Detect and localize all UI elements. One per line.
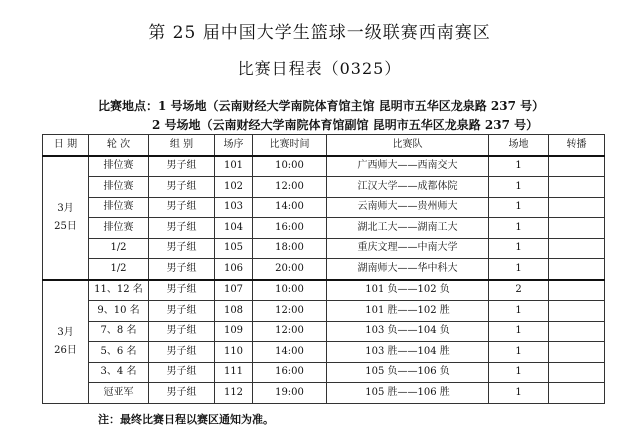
date-cell-day2 xyxy=(43,280,89,404)
cell-round: 冠亚军 xyxy=(89,383,149,404)
cell-court: 1 xyxy=(489,177,549,198)
cell-broadcast xyxy=(549,218,605,239)
cell-group: 男子组 xyxy=(149,259,215,280)
header-broadcast: 转播 xyxy=(549,135,605,156)
cell-time: 14:00 xyxy=(253,197,327,218)
cell-time: 10:00 xyxy=(253,156,327,177)
cell-round: 1/2 xyxy=(89,238,149,259)
cell-group: 男子组 xyxy=(149,177,215,198)
table-row xyxy=(43,342,605,363)
cell-court: 1 xyxy=(489,238,549,259)
cell-seq: 111 xyxy=(215,362,253,383)
header-teams: 比赛队 xyxy=(327,135,489,156)
table-row xyxy=(43,218,605,239)
cell-court: 1 xyxy=(489,362,549,383)
cell-time: 10:00 xyxy=(253,280,327,301)
cell-round: 11、12 名 xyxy=(89,280,149,301)
cell-round: 9、10 名 xyxy=(89,301,149,322)
schedule-table xyxy=(42,134,605,404)
cell-round: 1/2 xyxy=(89,259,149,280)
cell-round: 排位赛 xyxy=(89,218,149,239)
cell-broadcast xyxy=(549,259,605,280)
cell-seq: 109 xyxy=(215,321,253,342)
cell-round: 5、6 名 xyxy=(89,342,149,363)
cell-court: 1 xyxy=(489,197,549,218)
table-row xyxy=(43,383,605,404)
cell-seq: 101 xyxy=(215,156,253,177)
cell-teams: 103 胜——104 胜 xyxy=(327,342,489,363)
cell-court: 1 xyxy=(489,321,549,342)
cell-court: 1 xyxy=(489,383,549,404)
cell-time: 20:00 xyxy=(253,259,327,280)
cell-group: 男子组 xyxy=(149,362,215,383)
cell-seq: 112 xyxy=(215,383,253,404)
cell-group: 男子组 xyxy=(149,238,215,259)
table-row xyxy=(43,177,605,198)
cell-round: 排位赛 xyxy=(89,177,149,198)
cell-round: 3、4 名 xyxy=(89,362,149,383)
cell-teams: 103 负——104 负 xyxy=(327,321,489,342)
cell-broadcast xyxy=(549,301,605,322)
page-subtitle: 比赛日程表（0325） xyxy=(237,59,402,78)
table-row xyxy=(43,238,605,259)
cell-teams: 105 负——106 负 xyxy=(327,362,489,383)
cell-time: 19:00 xyxy=(253,383,327,404)
cell-time: 16:00 xyxy=(253,362,327,383)
date-day: 25日 xyxy=(54,220,77,232)
cell-teams: 重庆文理——中南大学 xyxy=(327,238,489,259)
cell-time: 16:00 xyxy=(253,218,327,239)
cell-group: 男子组 xyxy=(149,156,215,177)
cell-teams: 105 胜——106 胜 xyxy=(327,383,489,404)
cell-broadcast xyxy=(549,383,605,404)
cell-seq: 108 xyxy=(215,301,253,322)
cell-group: 男子组 xyxy=(149,197,215,218)
cell-seq: 107 xyxy=(215,280,253,301)
cell-teams: 101 胜——102 胜 xyxy=(327,301,489,322)
table-row xyxy=(43,321,605,342)
table-row xyxy=(43,156,605,177)
cell-court: 2 xyxy=(489,280,549,301)
cell-round: 7、8 名 xyxy=(89,321,149,342)
date-month: 3月 xyxy=(57,202,74,214)
venue-line-2: 2 号场地（云南财经大学南院体育馆副馆 昆明市五华区龙泉路 237 号） xyxy=(152,118,539,132)
footer-note: 注：最终比赛日程以赛区通知为准。 xyxy=(98,413,274,426)
cell-court: 1 xyxy=(489,342,549,363)
cell-round: 排位赛 xyxy=(89,197,149,218)
cell-broadcast xyxy=(549,342,605,363)
cell-seq: 105 xyxy=(215,238,253,259)
cell-group: 男子组 xyxy=(149,342,215,363)
header-time: 比赛时间 xyxy=(253,135,327,156)
cell-teams: 湖北工大——湖南工大 xyxy=(327,218,489,239)
cell-teams: 云南师大——贵州师大 xyxy=(327,197,489,218)
cell-teams: 江汉大学——成都体院 xyxy=(327,177,489,198)
header-round: 轮 次 xyxy=(89,135,149,156)
cell-teams: 101 负——102 负 xyxy=(327,280,489,301)
cell-broadcast xyxy=(549,321,605,342)
venue-line-1: 比赛地点：1 号场地（云南财经大学南院体育馆主馆 昆明市五华区龙泉路 237 号） xyxy=(98,99,545,113)
date-day: 26日 xyxy=(54,344,77,356)
cell-broadcast xyxy=(549,197,605,218)
cell-seq: 102 xyxy=(215,177,253,198)
cell-time: 18:00 xyxy=(253,238,327,259)
page-title: 第 25 届中国大学生篮球一级联赛西南赛区 xyxy=(148,23,491,43)
cell-group: 男子组 xyxy=(149,218,215,239)
cell-teams: 湖南师大——华中科大 xyxy=(327,259,489,280)
cell-round: 排位赛 xyxy=(89,156,149,177)
cell-teams: 广西师大——西南交大 xyxy=(327,156,489,177)
cell-group: 男子组 xyxy=(149,280,215,301)
cell-group: 男子组 xyxy=(149,321,215,342)
table-row xyxy=(43,259,605,280)
cell-seq: 104 xyxy=(215,218,253,239)
table-row xyxy=(43,280,605,301)
table-row xyxy=(43,197,605,218)
cell-court: 1 xyxy=(489,259,549,280)
table-row xyxy=(43,362,605,383)
cell-court: 1 xyxy=(489,156,549,177)
cell-time: 12:00 xyxy=(253,301,327,322)
header-court: 场地 xyxy=(489,135,549,156)
header-group: 组 别 xyxy=(149,135,215,156)
header-seq: 场序 xyxy=(215,135,253,156)
cell-time: 14:00 xyxy=(253,342,327,363)
cell-seq: 106 xyxy=(215,259,253,280)
cell-court: 1 xyxy=(489,218,549,239)
cell-broadcast xyxy=(549,177,605,198)
cell-seq: 103 xyxy=(215,197,253,218)
cell-time: 12:00 xyxy=(253,321,327,342)
cell-broadcast xyxy=(549,362,605,383)
date-cell-day1 xyxy=(43,156,89,280)
cell-time: 12:00 xyxy=(253,177,327,198)
table-row xyxy=(43,301,605,322)
cell-group: 男子组 xyxy=(149,383,215,404)
cell-group: 男子组 xyxy=(149,301,215,322)
cell-broadcast xyxy=(549,156,605,177)
date-month: 3月 xyxy=(57,326,74,338)
cell-broadcast xyxy=(549,238,605,259)
table-header-row xyxy=(43,135,605,156)
cell-broadcast xyxy=(549,280,605,301)
cell-court: 1 xyxy=(489,301,549,322)
header-date: 日 期 xyxy=(43,135,89,156)
cell-seq: 110 xyxy=(215,342,253,363)
